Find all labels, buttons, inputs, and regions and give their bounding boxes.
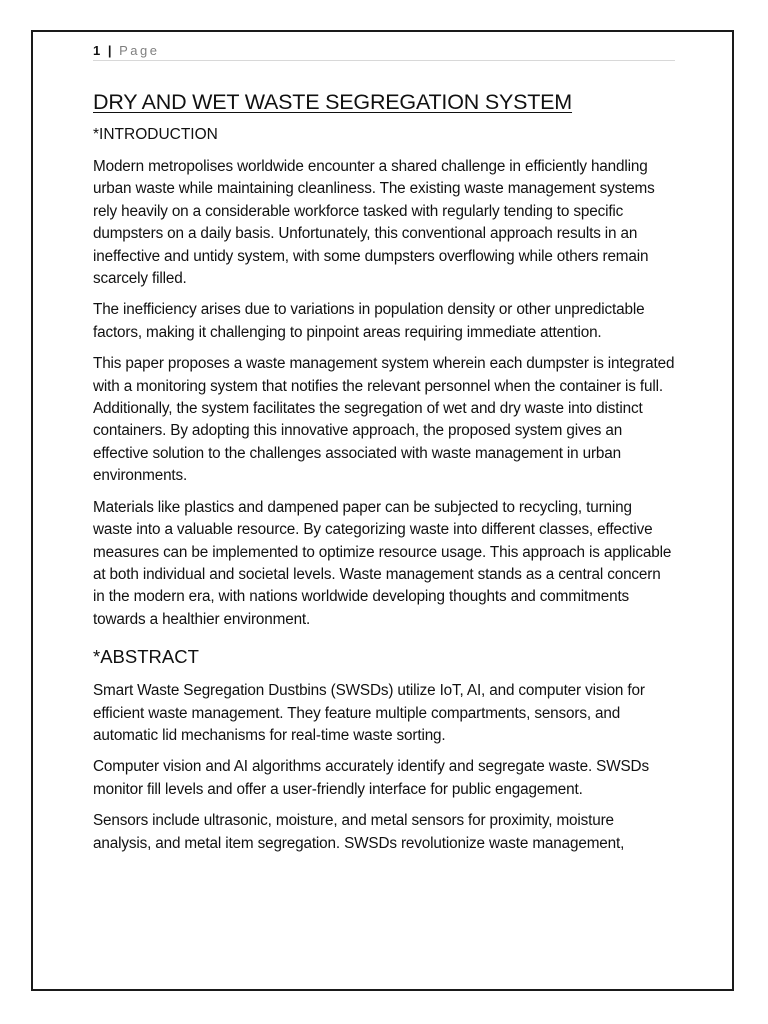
abstract-heading: *ABSTRACT [93, 646, 199, 668]
introduction-paragraph-1: Modern metropolises worldwide encounter a shared challenge in efficiently handling urban waste while maintaining cleanliness. The existing waste management systems rely heavily on a considerable workforce tasked with regularly tending to specific dumpsters on a daily basis. Unfortunately, this conventional approach results in an ineffective and untidy system, with some dumpsters overflowing while others remain scarcely filled. [93, 158, 655, 288]
abstract-paragraph-1: Smart Waste Segregation Dustbins (SWSDs) utilize IoT, AI, and computer vision for efficient waste management. They feature multiple compartments, sensors, and automatic lid mechanisms for real-time waste sorting. [93, 682, 645, 744]
page-number: 1 [93, 43, 102, 58]
page-word: Page [119, 43, 160, 58]
page-header [93, 42, 675, 61]
document-title: DRY AND WET WASTE SEGREGATION SYSTEM [93, 90, 573, 114]
page-header-separator: | [107, 43, 113, 58]
introduction-paragraph-2: The inefficiency arises due to variations in population density or other unpredictable factors, making it challenging to pinpoint areas requiring immediate attention. [93, 301, 645, 341]
introduction-paragraph-3: This paper proposes a waste management system wherein each dumpster is integrated with a monitoring system that notifies the relevant personnel when the container is full. Additionally, the system facilitates the segregation of wet and dry waste into distinct containers. By adopting this innovative approach, the proposed system gives an effective solution to the challenges associated with waste management in urban environments. [93, 355, 675, 485]
abstract-paragraph-3: Sensors include ultrasonic, moisture, and metal sensors for proximity, moisture analysis, and metal item segregation. SWSDs revolutionize waste management, [93, 812, 625, 852]
page-content [93, 42, 675, 855]
introduction-heading: *INTRODUCTION [93, 126, 218, 143]
abstract-paragraph-2: Computer vision and AI algorithms accurately identify and segregate waste. SWSDs monitor fill levels and offer a user-friendly interface for public engagement. [93, 758, 649, 798]
introduction-paragraph-4: Materials like plastics and dampened paper can be subjected to recycling, turning waste into a valuable resource. By categorizing waste into different classes, effective measures can be implemented to optimize resource usage. This approach is applicable at both individual and societal levels. Waste management stands as a central concern in the modern era, with nations worldwide developing thoughts and commitments towards a healthier environment. [93, 498, 672, 628]
